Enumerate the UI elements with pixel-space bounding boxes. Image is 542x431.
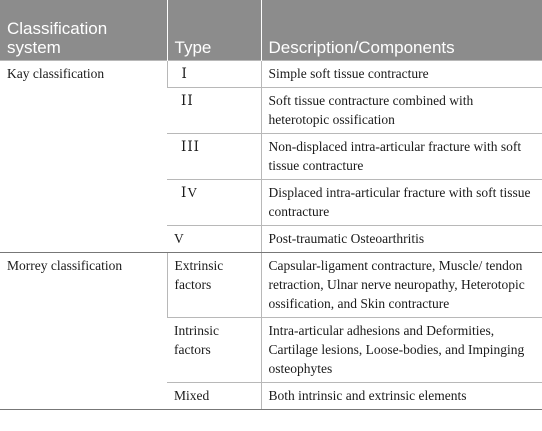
header-type: Type [167, 0, 261, 61]
system-cell-kay: Kay classification [0, 61, 167, 253]
type-cell: ⅠⅠⅠ [167, 134, 261, 180]
type-cell: V [167, 226, 261, 253]
description-cell: Both intrinsic and extrinsic elements [261, 383, 542, 410]
table-row [0, 253, 542, 318]
system-cell-morrey: Morrey classification [0, 253, 167, 410]
description-cell: Capsular-ligament contracture, Muscle/ tendon retraction, Ulnar nerve neuropathy, Heterotopic ossification, and Skin contracture [261, 253, 542, 318]
header-description: Description/Components [261, 0, 542, 61]
description-cell: Simple soft tissue contracture [261, 61, 542, 88]
type-cell: Ⅰ [167, 61, 261, 88]
table-row [0, 61, 542, 88]
type-cell: Extrinsic factors [167, 253, 261, 318]
description-cell: Post-traumatic Osteoarthritis [261, 226, 542, 253]
description-cell: Displaced intra-articular fracture with soft tissue contracture [261, 180, 542, 226]
description-cell: Intra-articular adhesions and Deformities, Cartilage lesions, Loose-bodies, and Impinging osteophytes [261, 318, 542, 383]
header-row [0, 0, 542, 61]
type-cell: Intrinsic factors [167, 318, 261, 383]
description-cell: Soft tissue contracture combined with heterotopic ossification [261, 88, 542, 134]
description-cell: Non-displaced intra-articular fracture with soft tissue contracture [261, 134, 542, 180]
type-cell: Mixed [167, 383, 261, 410]
type-cell: ⅠⅠ [167, 88, 261, 134]
type-cell: ⅠV [167, 180, 261, 226]
header-classification-system: Classification system [0, 0, 167, 61]
